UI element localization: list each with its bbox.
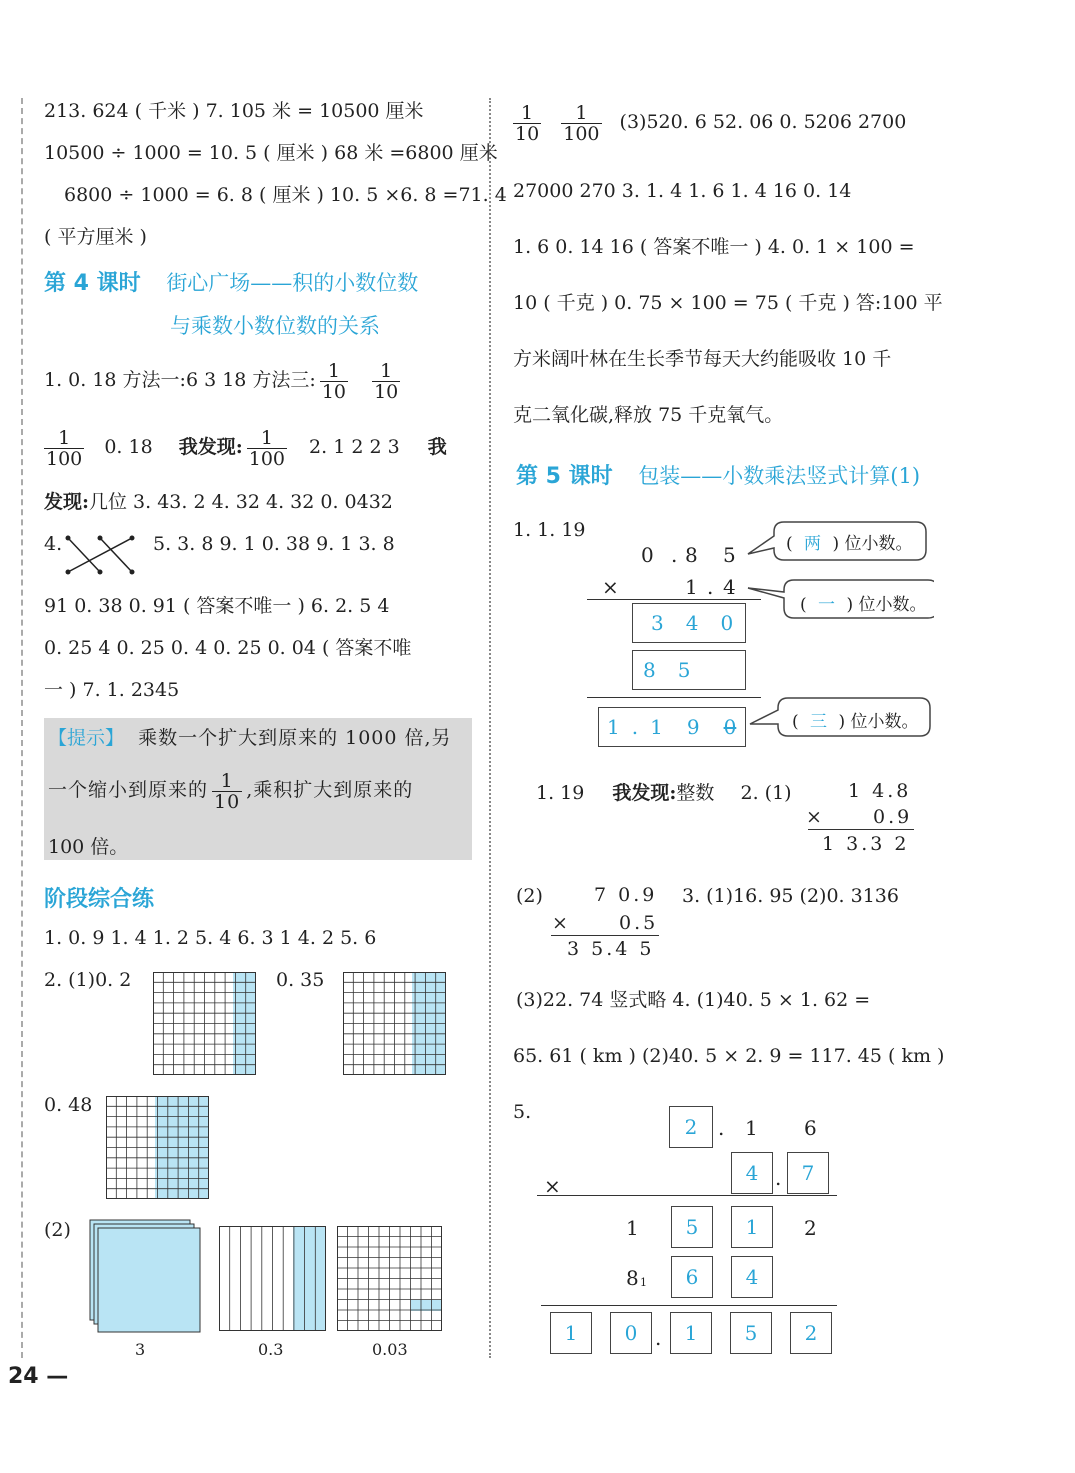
denominator: 100	[46, 447, 83, 470]
v-top-d3: 5	[723, 543, 736, 567]
p-top-d3: 6	[804, 1116, 817, 1140]
p-res-box-1: 1	[550, 1312, 592, 1354]
callout-answer-1: 两	[804, 534, 822, 554]
column-divider	[489, 98, 491, 1358]
left-line-2: 10500 ÷ 1000 = 10. 5 ( 厘米 ) 68 米 =6800 厘米	[44, 142, 498, 164]
v-mid-d2: 4	[723, 575, 736, 599]
v-line-1	[587, 599, 761, 600]
right-line-9b: 3. (1)16. 95 (2)0. 3136	[682, 885, 899, 907]
answer-text: 整数	[676, 782, 715, 804]
digit: 1	[607, 715, 620, 739]
caption-0-3: 0.3	[258, 1340, 284, 1359]
p-row1-box-2: 1	[731, 1206, 773, 1248]
discovery-label: 我	[427, 436, 447, 458]
m1-times: ×	[806, 806, 822, 828]
hundred-grid-0-2	[153, 972, 256, 1075]
p-top-dot: .	[718, 1116, 725, 1140]
discovery-label: 我发现:	[612, 782, 677, 804]
p-times: ×	[544, 1174, 561, 1198]
paren: (	[800, 595, 813, 615]
digit: 8	[643, 658, 678, 682]
fraction	[320, 361, 348, 402]
m1-mid: 0.9	[873, 806, 913, 828]
answer-1-text: 1. 0. 18 方法一:6 3 18 方法三:	[44, 369, 316, 391]
right-line-8	[536, 781, 792, 805]
answer-text: 1. 19	[536, 782, 585, 804]
callout-text: ) 位小数。	[833, 712, 919, 732]
right-line-9a: (2)	[516, 885, 543, 907]
crossed-digit: 0	[723, 715, 737, 739]
callout-answer-3: 三	[810, 712, 828, 732]
p-res-box-3: 1	[670, 1312, 712, 1354]
left-line-10: 0. 25 4 0. 25 0. 4 0. 25 0. 04 ( 答案不唯	[44, 637, 412, 659]
right-line-11: 65. 61 ( km ) (2)40. 5 × 2. 9 = 117. 45 ( km )	[513, 1045, 945, 1067]
margin-line	[21, 98, 23, 1358]
p-row1-d4: 2	[804, 1216, 817, 1240]
paren: (	[792, 712, 805, 732]
lesson4-title	[44, 266, 418, 297]
caption-3: 3	[135, 1340, 146, 1359]
denominator: 10	[374, 380, 399, 403]
left-line-3: 6800 ÷ 1000 = 6. 8 ( 厘米 ) 10. 5 ×6. 8 =71. 4	[64, 184, 507, 206]
m2-top: 7 0.9	[594, 884, 658, 906]
p-top-box-1: 2	[669, 1106, 713, 1148]
m2-times: ×	[552, 912, 568, 934]
numerator: 1	[561, 103, 601, 124]
m2-line	[551, 935, 659, 936]
hint-label: 【提示】	[48, 727, 125, 749]
p-res-box-2: 0	[610, 1312, 652, 1354]
callout-text: ) 位小数。	[841, 595, 927, 615]
callout-text: ) 位小数。	[827, 534, 913, 554]
p-top-d2: 1	[745, 1116, 758, 1140]
right-line-6: 克二氧化碳,释放 75 千克氧气。	[513, 404, 784, 426]
p-res-dot: .	[655, 1326, 662, 1350]
numerator: 1	[247, 428, 287, 449]
p-mid-dot: .	[775, 1166, 782, 1190]
denominator: 10	[515, 122, 540, 145]
paren: (	[786, 534, 799, 554]
hint-line-3: 100 倍。	[48, 836, 129, 858]
caption-0-03: 0.03	[372, 1340, 408, 1359]
digit: 9	[686, 715, 700, 739]
lesson4-number: 第 4 课时	[44, 271, 141, 296]
denominator: 100	[563, 122, 600, 145]
v-times: ×	[602, 575, 619, 599]
denominator: 10	[214, 790, 241, 813]
matching-lines-diagram	[60, 532, 140, 578]
m1-line	[808, 829, 914, 830]
left-line-7	[44, 490, 393, 514]
callout-answer-2: 一	[818, 595, 836, 615]
fraction	[513, 103, 541, 144]
hint-line-1	[48, 726, 452, 750]
lesson4-subtitle-2: 与乘数小数位数的关系	[170, 314, 380, 338]
v-line-2	[587, 697, 761, 698]
hundred-grid-0-48	[106, 1096, 209, 1199]
m1-result: 1 3.3 2	[822, 833, 910, 855]
v-mid-dot: .	[707, 575, 714, 599]
hint-line-2	[48, 768, 413, 812]
right-line-4: 10 ( 千克 ) 0. 75 × 100 = 75 ( 千克 ) 答:100 平	[513, 292, 943, 314]
right-line-10: (3)22. 74 竖式略 4. (1)40. 5 × 1. 62 =	[516, 989, 871, 1011]
left-line-1: 213. 624 ( 千米 ) 7. 105 米 = 10500 厘米	[44, 100, 424, 122]
p-res-box-5: 2	[790, 1312, 832, 1354]
numerator: 1	[320, 361, 348, 382]
hint-text-1: 乘数一个扩大到原来的 1000 倍,另	[138, 727, 452, 749]
left-line-6	[44, 425, 447, 469]
fraction	[372, 361, 400, 402]
stacked-squares-3	[88, 1218, 208, 1336]
digit: .	[631, 715, 639, 739]
m1-top: 1 4.8	[848, 780, 912, 802]
left-line-11: 一 ) 7. 1. 2345	[44, 679, 180, 701]
p-row2-box-1: 6	[671, 1256, 713, 1298]
left-line-5	[44, 358, 404, 402]
callout-3	[792, 707, 919, 732]
digit: 4	[685, 611, 721, 635]
left-line-9: 91 0. 38 0. 91 ( 答案不唯一 ) 6. 2. 5 4	[44, 595, 390, 617]
fraction	[212, 771, 242, 812]
numerator: 1	[372, 361, 400, 382]
hint-text-2a: 一个缩小到原来的	[48, 779, 209, 801]
v-partial-1	[632, 603, 756, 643]
v-mid-d1: 1	[685, 575, 698, 599]
p-row1-box-1: 5	[671, 1206, 713, 1248]
tenths-grid-0-3	[219, 1226, 326, 1331]
left-line-8-label: 4.	[44, 533, 63, 555]
discovery-label: 发现:	[44, 491, 90, 513]
right-line-7: 1. 1. 19	[513, 519, 586, 541]
fraction	[44, 428, 84, 469]
p-row2-d1: 8	[626, 1266, 639, 1290]
answer-text: 0. 18	[104, 436, 153, 458]
callout-2	[800, 590, 927, 615]
p-mid-box-2: 7	[787, 1152, 829, 1194]
p-line-2	[541, 1305, 837, 1306]
digit: 3	[651, 611, 686, 635]
numerator: 1	[513, 103, 541, 124]
v-top-dot: .	[671, 543, 678, 567]
v-result	[598, 707, 746, 747]
question-label: 2. (1)	[740, 782, 792, 804]
right-line-5: 方米阔叶林在生长季节每天大约能吸收 10 千	[513, 348, 892, 370]
m2-result: 3 5.4 5	[567, 938, 655, 960]
lesson5-title	[516, 459, 920, 490]
lesson5-number: 第 5 课时	[516, 464, 613, 489]
p-row2-carry: 1	[640, 1276, 647, 1289]
hundred-grid-0-35	[343, 972, 446, 1075]
right-line-2: 27000 270 3. 1. 4 1. 6 1. 4 16 0. 14	[513, 180, 852, 202]
p-row1-d1: 1	[626, 1216, 639, 1240]
p-line-1	[537, 1195, 837, 1196]
digit: 0	[720, 611, 756, 635]
left-line-4: ( 平方厘米 )	[44, 226, 147, 248]
p-row2-box-2: 4	[731, 1256, 773, 1298]
discovery-label: 我发现:	[178, 436, 243, 458]
denominator: 10	[321, 380, 347, 403]
v-top-d1: 0	[641, 543, 654, 567]
fraction	[247, 428, 287, 469]
lesson4-subtitle-line-2	[170, 310, 380, 340]
answer-text: (3)520. 6 52. 06 0. 5206 2700	[619, 111, 907, 133]
v-top-d2: 8	[685, 543, 698, 567]
answer-text: 2. 1 2 2 3	[309, 436, 400, 458]
fraction	[561, 103, 601, 144]
stage-practice-title: 阶段综合练	[44, 887, 155, 912]
hint-text-2b: ,乘积扩大到原来的	[246, 779, 414, 801]
numerator: 1	[212, 771, 242, 792]
numerator: 1	[44, 428, 84, 449]
stage-line-4: (2)	[44, 1219, 71, 1241]
stage-line-2: 2. (1)0. 2	[44, 969, 132, 991]
stage-line-2b: 0. 35	[276, 969, 325, 991]
page-number: 24 —	[8, 1364, 69, 1389]
hundred-grid-0-03	[337, 1226, 442, 1331]
right-line-1	[513, 100, 906, 144]
callout-1	[786, 529, 913, 554]
lesson4-subtitle-1: 街心广场——积的小数位数	[166, 271, 419, 295]
digit: 1	[650, 715, 663, 739]
left-line-8: 5. 3. 8 9. 1 0. 38 9. 1 3. 8	[153, 533, 395, 555]
stage-line-3: 0. 48	[44, 1094, 93, 1116]
right-line-12: 5.	[513, 1101, 532, 1123]
p-res-box-4: 5	[730, 1312, 772, 1354]
answer-text: 几位 3. 43. 2 4. 32 4. 32 0. 0432	[89, 491, 393, 513]
m2-mid: 0.5	[619, 912, 659, 934]
right-line-3: 1. 6 0. 14 16 ( 答案不唯一 ) 4. 0. 1 × 100 =	[513, 236, 915, 258]
v-partial-2	[632, 650, 746, 690]
p-mid-box-1: 4	[731, 1152, 773, 1194]
stage-line-1: 1. 0. 9 1. 4 1. 2 5. 4 6. 3 1 4. 2 5. 6	[44, 927, 377, 949]
lesson5-subtitle: 包装——小数乘法竖式计算(1)	[638, 464, 921, 488]
denominator: 100	[248, 447, 285, 470]
digit: 5	[677, 658, 713, 682]
